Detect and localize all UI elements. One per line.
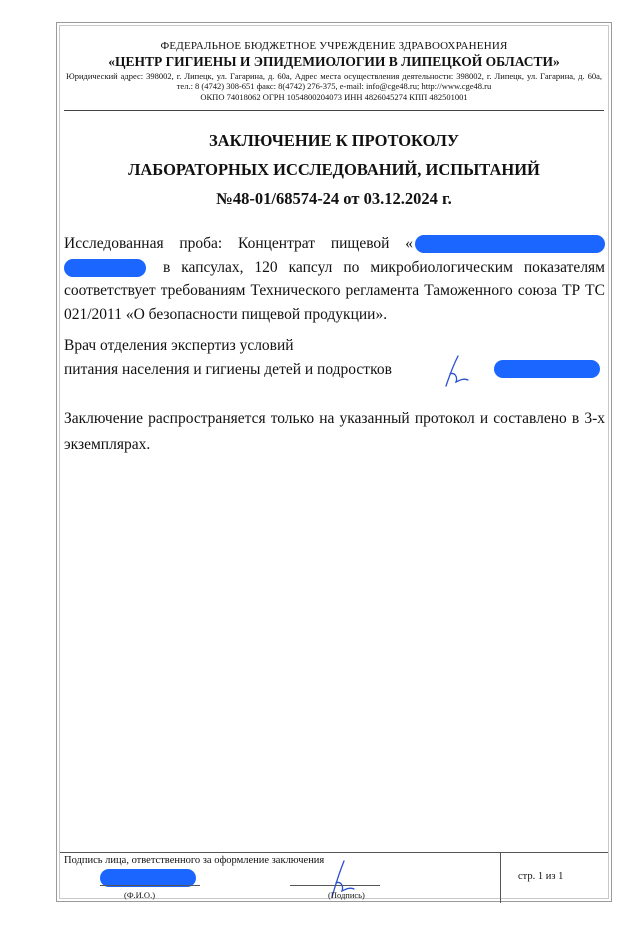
org-codes: ОКПО 74018062 ОГРН 1054800204073 ИНН 4826045274 КПП 482501001 — [200, 91, 468, 102]
sample-suffix: в капсулах, 120 капсул по микробиологическим показателям соответствует требованиям Технического регламента Таможенного союза ТР ТС 021/2011 «О безопасности пищевой продукции». — [64, 258, 605, 323]
redaction-product-name — [415, 235, 605, 253]
title-line-1: ЗАКЛЮЧЕНИЕ К ПРОТОКОЛУ — [208, 131, 460, 150]
doctor-signature — [440, 354, 472, 388]
doctor-title-line-2: питания населения и гигиены детей и подростков — [64, 360, 392, 378]
notice-text: Заключение распространяется только на указанный протокол и составлено в 3-х экземплярах. — [64, 410, 605, 453]
doctor-title-line-1: Врач отделения экспертиз условий — [64, 337, 294, 354]
sample-prefix: Исследованная проба: Концентрат пищевой « — [64, 235, 413, 252]
org-type: ФЕДЕРАЛЬНОЕ БЮДЖЕТНОЕ УЧРЕЖДЕНИЕ ЗДРАВООХРАНЕНИЯ — [160, 40, 508, 52]
redaction-doctor-name — [494, 360, 600, 378]
signature-caption: (Подпись) — [328, 890, 365, 900]
header-divider — [64, 110, 604, 111]
sample-conclusion — [64, 232, 605, 326]
fio-line — [100, 885, 200, 886]
org-address: Юридический адрес: 398002, г. Липецк, ул. Гагарина, д. 60а, Адрес места осуществления деятельности: 398002, г. Липецк, ул. Гагарина, д. 60а, тел.: 8 (4742) 308-651 факс: 8(4742) 276-375, e-mail: info@cge48.ru; http://www.cge48.ru — [66, 71, 602, 92]
footer-label: Подпись лица, ответственного за оформление заключения — [64, 855, 325, 866]
letterhead — [66, 40, 602, 102]
footer-table — [60, 852, 608, 902]
document-title — [64, 126, 604, 213]
org-name: «ЦЕНТР ГИГИЕНЫ И ЭПИДЕМИОЛОГИИ В ЛИПЕЦКОЙ ОБЛАСТИ» — [108, 53, 560, 69]
title-line-3: №48-01/68574-24 от 03.12.2024 г. — [216, 189, 452, 208]
fio-caption: (Ф.И.О.) — [124, 890, 156, 900]
redaction-product-name-cont — [64, 259, 146, 277]
title-line-2: ЛАБОРАТОРНЫХ ИССЛЕДОВАНИЙ, ИСПЫТАНИЙ — [128, 160, 540, 179]
page-number: стр. 1 из 1 — [518, 871, 564, 882]
footer-divider — [500, 853, 501, 903]
